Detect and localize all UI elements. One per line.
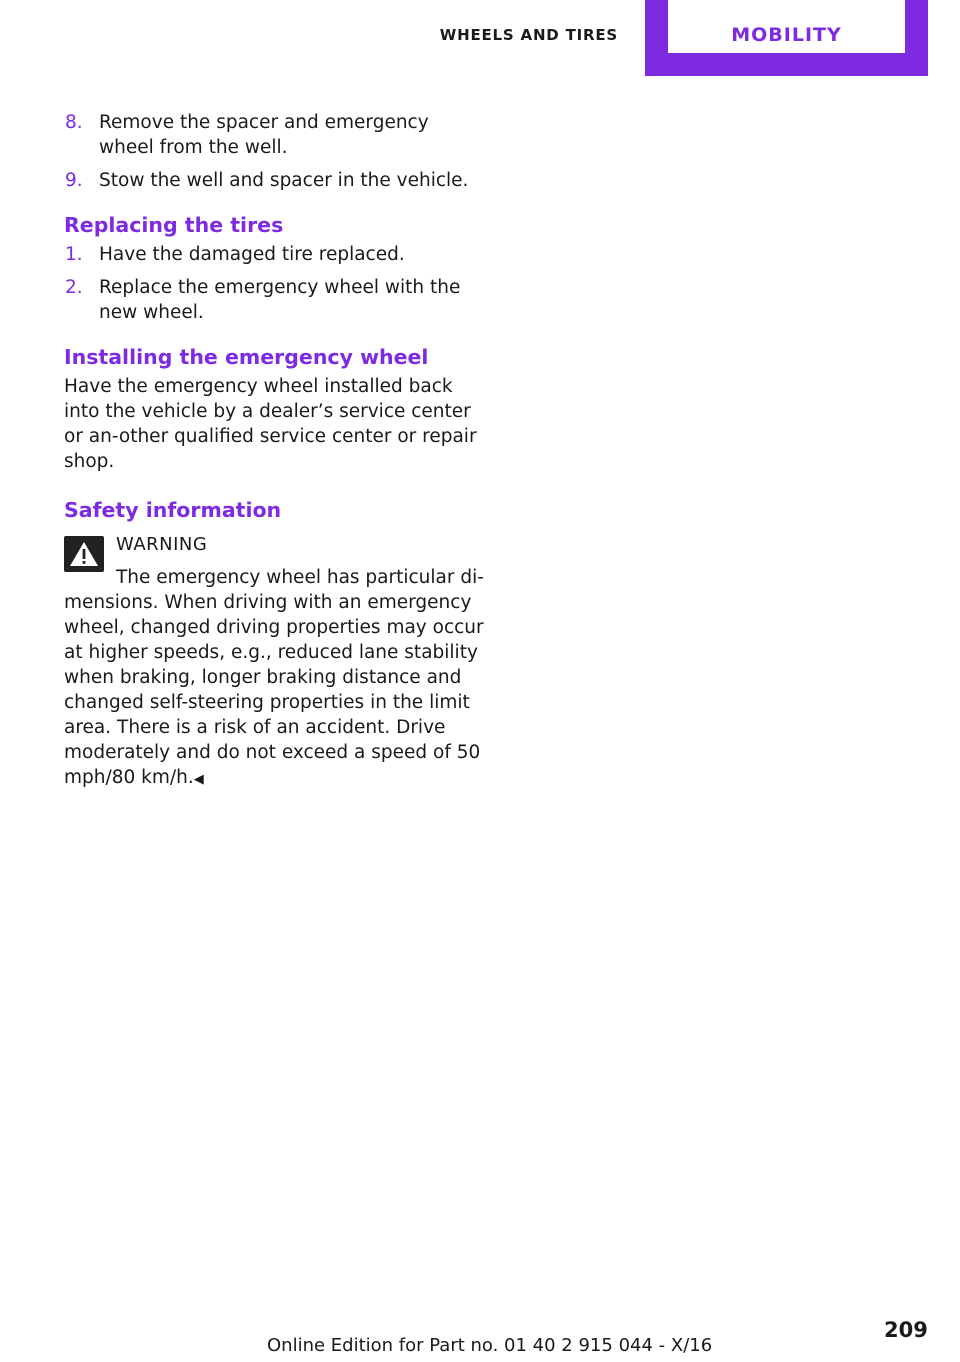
page-number: 209 [884, 1318, 928, 1342]
main-column [64, 110, 484, 792]
heading-replacing-tires: Replacing the tires [64, 213, 284, 237]
list-item [64, 168, 484, 193]
step-number: 1. [65, 244, 83, 265]
step-text: Replace the emergency wheel with the new wheel. [99, 277, 461, 323]
step-text: Remove the spacer and emergency wheel from the well. [99, 112, 429, 158]
step-text: Have the damaged tire replaced. [99, 244, 405, 265]
step-number: 8. [65, 112, 83, 133]
warning-triangle-icon [64, 536, 104, 572]
step-number: 2. [65, 277, 83, 298]
section-tab [645, 0, 928, 76]
list-item [64, 110, 484, 160]
step-text: Stow the well and spacer in the vehicle. [99, 170, 469, 191]
list-item [64, 275, 484, 325]
warning-block [64, 532, 484, 792]
installing-paragraph: Have the emergency wheel installed back into the vehicle by a dealer’s service center or an‐other qualified service center or repair shop. [64, 376, 477, 472]
warning-label: WARNING [116, 534, 208, 555]
section-title: MOBILITY [668, 0, 905, 53]
heading-installing-wheel: Installing the emergency wheel [64, 345, 429, 369]
end-mark-icon: ◀ [193, 772, 204, 787]
step-number: 9. [65, 170, 83, 191]
footer-edition: Online Edition for Part no. 01 40 2 915 044 - X/16 [267, 1335, 713, 1356]
warning-text [64, 565, 484, 792]
warning-body: The emergency wheel has particular di‐mensions. When driving with an emergency wheel, changed driving properties may occur at higher speeds, e.g., reduced lane stability when braking, longer braking distance and changed self-steering properties in the limit area. There is a risk of an accident. Drive moderately and do not exceed a speed of 50 mph/80 km/h. [64, 567, 484, 788]
chapter-title: WHEELS AND TIRES [439, 26, 618, 44]
list-item [64, 242, 484, 267]
heading-safety-information: Safety information [64, 498, 282, 522]
